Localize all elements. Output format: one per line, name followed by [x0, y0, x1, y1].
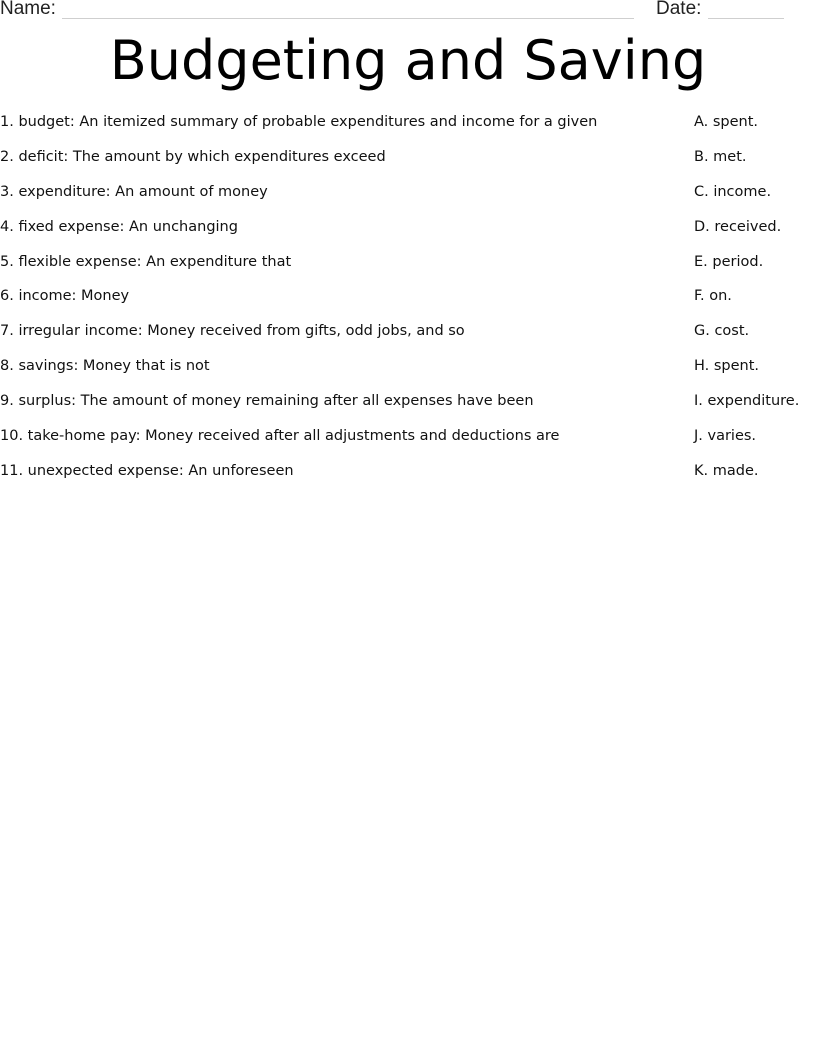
- answer-option: C. income.: [694, 183, 772, 200]
- clue-text: 6. income: Money: [0, 288, 130, 305]
- answer-option: E. period.: [694, 253, 764, 270]
- clue-text: 7. irregular income: Money received from gifts, odd jobs, and so: [0, 323, 465, 340]
- date-label: Date:: [656, 0, 702, 19]
- clue-text: 4. fixed expense: An unchanging: [0, 218, 238, 235]
- answer-option: K. made.: [694, 462, 759, 479]
- clue-text: 2. deficit: The amount by which expenditures exceed: [0, 148, 386, 165]
- matching-list: [0, 110, 816, 494]
- clue-text: 11. unexpected expense: An unforeseen: [0, 462, 294, 479]
- matching-row: [0, 180, 816, 215]
- answer-option: G. cost.: [694, 323, 750, 340]
- answer-option: B. met.: [694, 148, 747, 165]
- clue-text: 10. take-home pay: Money received after all adjustments and deductions are: [0, 428, 560, 445]
- matching-row: [0, 459, 816, 494]
- clue-text: 9. surplus: The amount of money remaining after all expenses have been: [0, 393, 534, 410]
- clue-text: 5. flexible expense: An expenditure that: [0, 253, 292, 270]
- worksheet-header: [0, 0, 816, 24]
- clue-text: 1. budget: An itemized summary of probable expenditures and income for a given: [0, 114, 598, 130]
- matching-row: [0, 250, 816, 285]
- clue-text: 3. expenditure: An amount of money: [0, 183, 268, 200]
- matching-row: [0, 110, 816, 145]
- matching-row: [0, 354, 816, 389]
- matching-row: [0, 284, 816, 319]
- clue-text: 8. savings: Money that is not: [0, 358, 210, 375]
- matching-row: [0, 319, 816, 354]
- answer-option: H. spent.: [694, 358, 760, 375]
- answer-option: D. received.: [694, 218, 782, 235]
- matching-row: [0, 424, 816, 459]
- answer-option: A. spent.: [694, 114, 759, 130]
- matching-row: [0, 215, 816, 250]
- page-title: Budgeting and Saving: [109, 29, 707, 92]
- name-blank-line: [62, 18, 634, 19]
- matching-row: [0, 145, 816, 180]
- matching-row: [0, 389, 816, 424]
- answer-option: J. varies.: [694, 428, 757, 445]
- name-label: Name:: [0, 0, 56, 19]
- date-blank-line: [708, 18, 784, 19]
- answer-option: I. expenditure.: [694, 393, 800, 410]
- answer-option: F. on.: [694, 288, 732, 305]
